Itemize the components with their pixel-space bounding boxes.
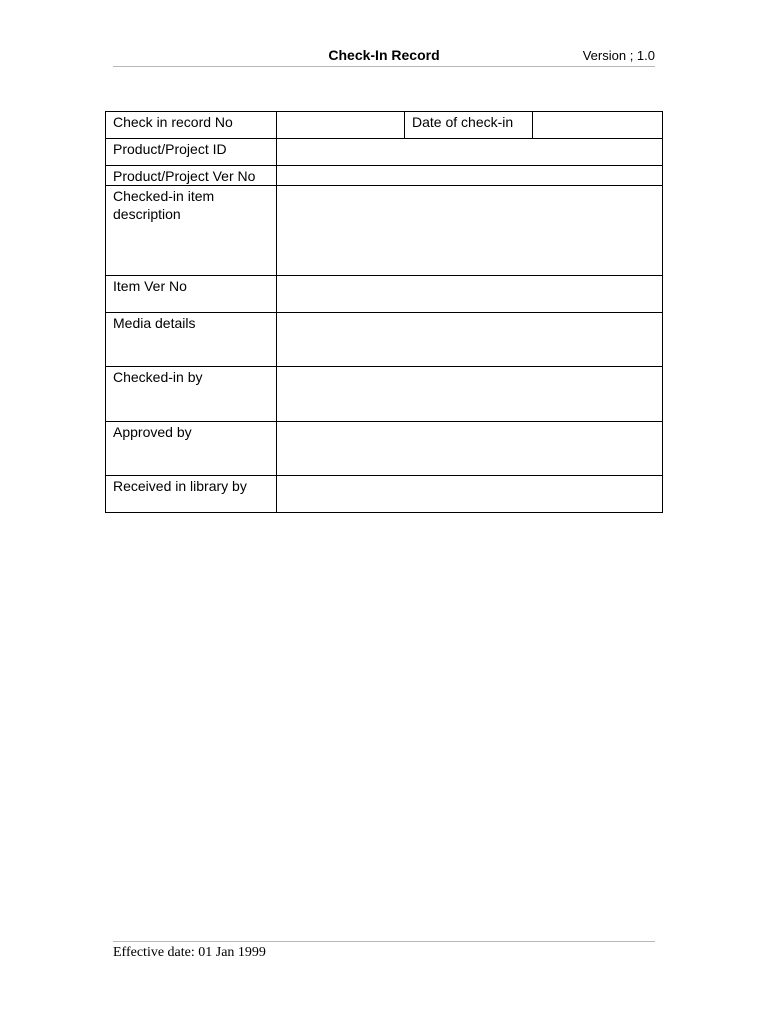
item-ver-no-label: Item Ver No — [106, 276, 277, 313]
approved-by-row — [106, 422, 663, 476]
check-in-record-table — [105, 111, 663, 513]
product-project-ver-no-field[interactable] — [277, 166, 663, 186]
approved-by-field[interactable] — [277, 422, 663, 476]
media-details-label: Media details — [106, 313, 277, 367]
received-in-library-by-row — [106, 476, 663, 513]
checked-in-item-description-row — [106, 186, 663, 276]
approved-by-label: Approved by — [106, 422, 277, 476]
checked-in-by-row — [106, 367, 663, 422]
check-in-record-no-row — [106, 112, 663, 139]
media-details-row — [106, 313, 663, 367]
checked-in-by-label: Checked-in by — [106, 367, 277, 422]
item-ver-no-field[interactable] — [277, 276, 663, 313]
product-project-ver-no-label: Product/Project Ver No — [106, 166, 277, 186]
checked-in-by-field[interactable] — [277, 367, 663, 422]
date-of-check-in-label: Date of check-in — [405, 112, 533, 139]
media-details-field[interactable] — [277, 313, 663, 367]
header-divider — [113, 66, 655, 67]
product-project-id-field[interactable] — [277, 139, 663, 166]
effective-date: Effective date: 01 Jan 1999 — [113, 945, 266, 960]
document-title: Check-In Record — [328, 47, 440, 63]
checked-in-item-description-label: Checked-in item description — [106, 186, 277, 276]
product-project-id-row — [106, 139, 663, 166]
checked-in-item-description-field[interactable] — [277, 186, 663, 276]
document-version: Version ; 1.0 — [582, 48, 655, 63]
check-in-record-no-field[interactable] — [277, 112, 405, 139]
received-in-library-by-label: Received in library by — [106, 476, 277, 513]
product-project-ver-no-row — [106, 166, 663, 186]
date-of-check-in-field[interactable] — [533, 112, 663, 139]
product-project-id-label: Product/Project ID — [106, 139, 277, 166]
check-in-record-no-label: Check in record No — [106, 112, 277, 139]
item-ver-no-row — [106, 276, 663, 313]
footer-divider — [113, 941, 655, 942]
received-in-library-by-field[interactable] — [277, 476, 663, 513]
